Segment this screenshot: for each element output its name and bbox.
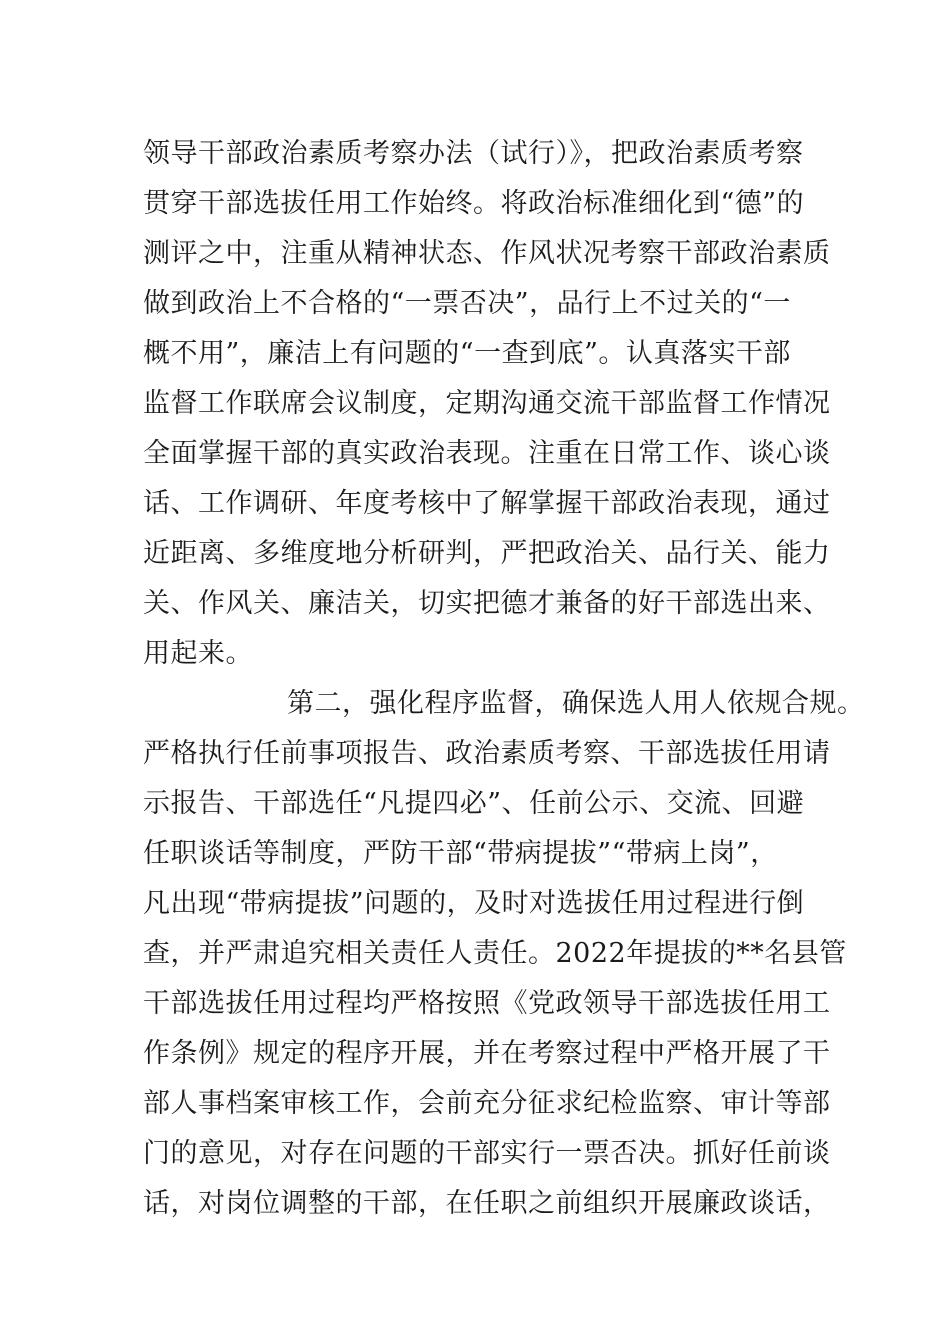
section-heading: 第二，强化程序监督，确保选人用人依规合规。 xyxy=(287,688,865,719)
text-line: 话，对岗位调整的干部，在任职之前组织开展廉政谈话， xyxy=(143,1188,831,1219)
text-line: 近距离、多维度地分析研判，严把政治关、品行关、能力 xyxy=(143,538,831,569)
text-line: 领导干部政治素质考察办法（试行）》，把政治素质考察 xyxy=(143,138,804,169)
text-line: 做到政治上不合格的“一票否决”，品行上不过关的“一 xyxy=(143,288,791,319)
text-line: 门的意见，对存在问题的干部实行一票否决。抓好任前谈 xyxy=(143,1138,831,1169)
text-line: 干部选拔任用过程均严格按照《党政领导干部选拔任用工 xyxy=(143,988,831,1019)
text-line: 严格执行任前事项报告、政治素质考察、干部选拔任用请 xyxy=(143,738,831,769)
text-line: 贯穿干部选拔任用工作始终。将政治标准细化到“德”的 xyxy=(143,188,805,219)
text-line: 概不用”，廉洁上有问题的“一查到底”。认真落实干部 xyxy=(143,338,791,369)
text-line: 作条例》规定的程序开展，并在考察过程中严格开展了干 xyxy=(143,1038,831,1069)
text-line: 全面掌握干部的真实政治表现。注重在日常工作、谈心谈 xyxy=(143,438,831,469)
text-line: 查，并严肃追究相关责任人责任。2022年提拔的**名县管 xyxy=(143,938,847,969)
text-line: 监督工作联席会议制度，定期沟通交流干部监督工作情况 xyxy=(143,388,831,419)
text-line: 示报告、干部选任“凡提四必”、任前公示、交流、回避 xyxy=(143,788,805,819)
text-line: 凡出现“带病提拔”问题的，及时对选拔任用过程进行倒 xyxy=(143,888,805,919)
text-line: 部人事档案审核工作，会前充分征求纪检监察、审计等部 xyxy=(143,1088,831,1119)
text-line: 用起来。 xyxy=(143,638,253,669)
text-line: 话、工作调研、年度考核中了解掌握干部政治表现，通过 xyxy=(143,488,831,519)
text-line: 测评之中，注重从精神状态、作风状况考察干部政治素质 xyxy=(143,238,831,269)
text-line: 任职谈话等制度，严防干部“带病提拔”“带病上岗”， xyxy=(143,838,778,869)
text-line: 关、作风关、廉洁关，切实把德才兼备的好干部选出来、 xyxy=(143,588,831,619)
